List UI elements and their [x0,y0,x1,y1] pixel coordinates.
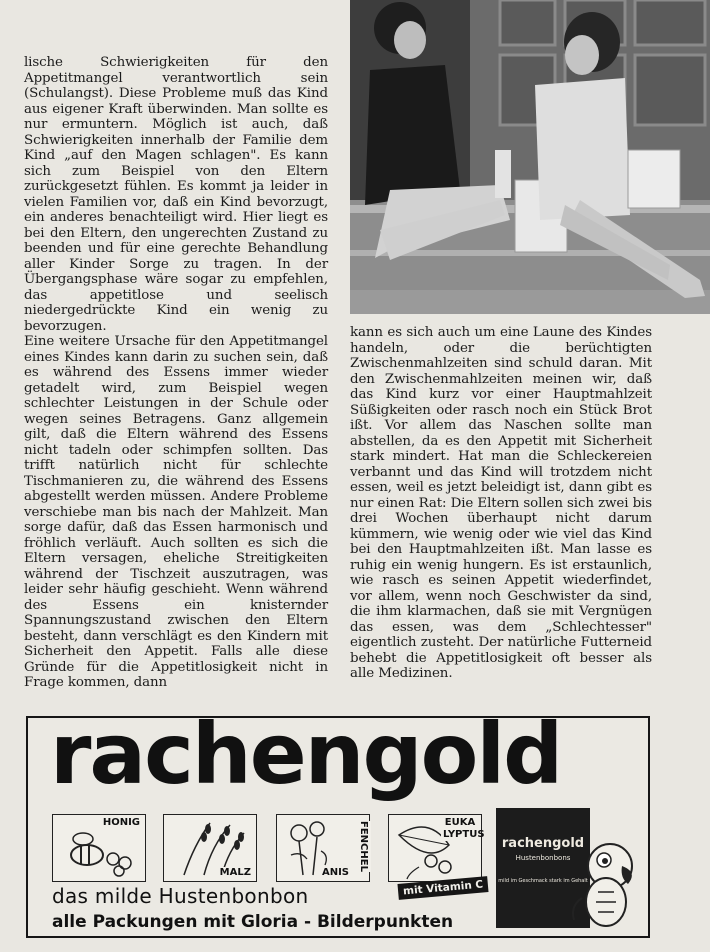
product-box-brand: rachengold [501,836,585,851]
ingredient-label: MALZ [219,867,251,878]
ingredient-malz [163,814,257,882]
product-box-subtitle: Hustenbonbons [515,854,571,862]
ad-brand-wordmark: rachengold [50,705,562,803]
ingredient-label: EUKA LYPTUS [443,817,485,840]
fennel-icon: FENCHEL [355,821,371,872]
article-photo [350,0,710,314]
ad-tagline: das milde Hustenbonbon [52,884,309,908]
ingredient-label: HONIG [102,817,140,828]
paragraph: Eine weitere Ursache für den Appetitmangel eines Kindes kann darin zu suchen sein, daß es während des Essens immer wieder getadelt wird, zum Beispiel wegen schlechter Leistungen in der Schule oder wegen seines Betragens. Ganz allgemein gilt, daß die Eltern während des Essens nicht tadeln oder schimpfen sollten. Das trifft natürlich nicht für schlechte Tischmanieren zu, die während des Essens abgestellt werden müssen. Andere Probleme verschiebe man bis nach der Mahlzeit. Man sorge dafür, daß das Essen harmonisch und fröhlich verläuft. Auch sollten es sich die Eltern versagen, eheliche Streitigkeiten während der Tischzeit auszutragen, was leider sehr häufig geschieht. Wenn während des Essens ein knisternder Spannungszustand zwischen den Eltern besteht, dann verschlägt es den Kindern mit Sicherheit den Appetit. Falls alle diese Gründe für die Appetitlosigkeit nicht in Frage kommen, dann [24,334,328,690]
vitamin-c-badge: mit Vitamin C [397,876,488,900]
ingredient-honig [52,814,146,882]
product-box-fineprint: mild im Geschmack stark im Gehalt [498,878,588,884]
ad-packs-line: alle Packungen mit Gloria - Bilderpunkten [52,912,454,932]
ingredient-anis-fenchel [276,814,370,882]
ingredient-label: ANIS [321,867,349,878]
two-women-on-steps-image [350,0,710,314]
paragraph: lische Schwierigkeiten für den Appetitmangel verantwortlich sein (Schulangst). Diese Probleme muß das Kind aus eigener Kraft überwinden. Man sollte es nur ermuntern. Möglich ist auch, daß Schwierigkeiten innerhalb der Familie dem Kind „auf den Magen schlagen". Es kann sich zum Beispiel von den Eltern zurückgesetzt fühlen. Es kommt ja leider in vielen Familien vor, daß ein Kind bevorzugt, ein anderes benachteiligt wird. Hier liegt es bei den Eltern, den ungerechten Zustand zu beenden und für eine gerechte Behandlung aller Kinder Sorge zu tragen. In der Übergangsphase wäre sogar zu empfehlen, das appetitlose und seelisch niedergedrückte Kind ein wenig zu bevorzugen. [24,55,328,334]
ingredient-eukalyptus [388,814,485,882]
rachengold-advertisement [26,705,650,938]
article-column-left [24,55,328,691]
paragraph: kann es sich auch um eine Laune des Kindes handeln, oder die berüchtigten Zwischenmahlzeiten sind schuld daran. Mit den Zwischenmahlzeiten meinen wir, daß das Kind kurz vor einer Hauptmahlzeit Süßigkeiten oder rasch noch ein Stück Brot ißt. Vor allem das Naschen sollte man abstellen, da es den Appetit mit Sicherheit stark mindert. Hat man die Schleckereien verbannt und das Kind will trotzdem nicht essen, weil es jetzt beleidigt ist, dann gibt es nur einen Rat: Die Eltern sollen sich zwei bis drei Wochen überhaupt nicht darum kümmern, wie wenig oder wie viel das Kind bei den Hauptmahlzeiten ißt. Man lasse es ruhig ein wenig hungern. Es ist erstaunlich, wie rasch es seinen Appetit wiederfindet, vor allem, wenn noch Geschwister da sind, die ihm klarmachen, daß sie mit Vergnügen das essen, was dem „Schlechtesser" eigentlich zusteht. Der natürliche Futterneid behebt die Appetitlosigkeit oft besser als alle Medizinen. [350,325,652,681]
article-column-right [350,325,652,682]
parrot-mascot-icon [568,836,644,932]
